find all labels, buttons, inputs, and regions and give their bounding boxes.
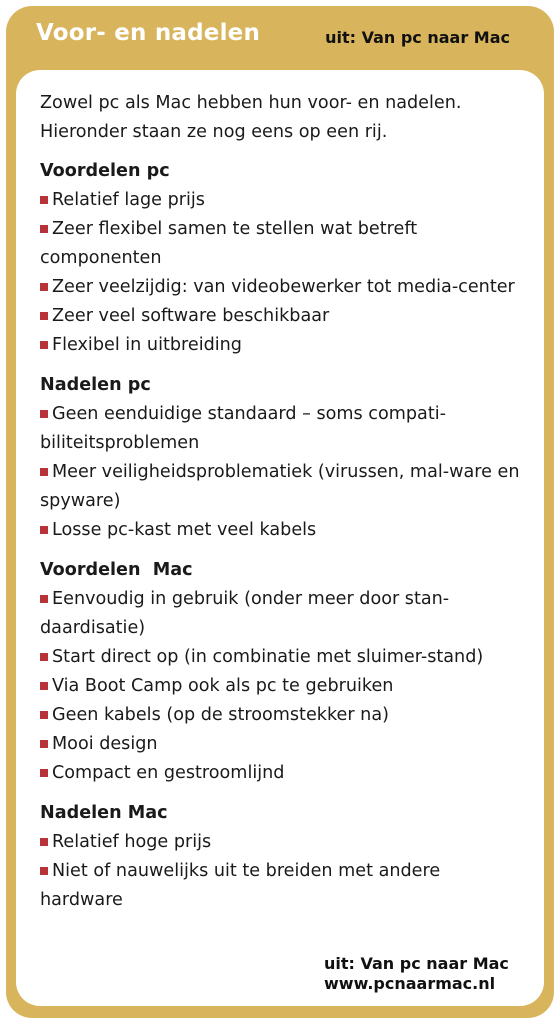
list-item: Relatief lage prijs	[40, 186, 528, 215]
list-item: Eenvoudig in gebruik (onder meer door stan-daardisatie)	[40, 589, 450, 638]
info-box	[6, 6, 554, 1018]
section-title: Nadelen Mac	[40, 803, 168, 823]
bullet-square-icon	[40, 196, 48, 204]
footer-source	[324, 954, 509, 994]
box-title: Voor- en nadelen	[36, 20, 261, 46]
list-item: Compact en gestroomlijnd	[40, 759, 528, 788]
bullet-square-icon	[40, 468, 48, 476]
list-item: Geen kabels (op de stroomstekker na)	[40, 701, 528, 730]
list-item: Niet of nauwelijks uit te breiden met andere hardware	[40, 861, 441, 910]
bullet-square-icon	[40, 526, 48, 534]
bullet-square-icon	[40, 838, 48, 846]
intro-text: Zowel pc als Mac hebben hun voor- en nadelen. Hieronder staan ze nog eens op een rij.	[40, 93, 462, 142]
list-item: Flexibel in uitbreiding	[40, 331, 528, 360]
bullet-square-icon	[40, 312, 48, 320]
list-item: Start direct op (in combinatie met sluimer-stand)	[40, 643, 528, 672]
list-item: Meer veiligheidsproblematiek (virussen, mal-ware en spyware)	[40, 462, 520, 511]
bullet-square-icon	[40, 410, 48, 418]
bullet-square-icon	[40, 653, 48, 661]
section-nadelen-mac	[40, 799, 528, 915]
bullet-square-icon	[40, 769, 48, 777]
bullet-list	[40, 828, 528, 915]
list-item: Via Boot Camp ook als pc te gebruiken	[40, 672, 528, 701]
bullet-square-icon	[40, 711, 48, 719]
section-title: Voordelen Mac	[40, 560, 193, 580]
box-header	[6, 6, 554, 68]
bullet-square-icon	[40, 867, 48, 875]
bullet-list	[40, 186, 528, 360]
bullet-square-icon	[40, 740, 48, 748]
section-voordelen-mac	[40, 556, 528, 788]
bullet-square-icon	[40, 341, 48, 349]
list-item: Zeer veelzijdig: van videobewerker tot media-center	[40, 273, 528, 302]
list-item: Losse pc-kast met veel kabels	[40, 516, 528, 545]
list-item: Relatief hoge prijs	[40, 828, 528, 857]
section-title: Voordelen pc	[40, 161, 170, 181]
header-source: uit: Van pc naar Mac	[325, 28, 510, 47]
bullet-square-icon	[40, 225, 48, 233]
bullet-square-icon	[40, 595, 48, 603]
bullet-list	[40, 400, 528, 545]
bullet-square-icon	[40, 283, 48, 291]
section-nadelen-pc	[40, 371, 528, 545]
content-panel	[16, 70, 544, 1006]
section-voordelen-pc	[40, 157, 528, 360]
list-item: Zeer veel software beschikbaar	[40, 302, 528, 331]
footer-source-text: uit: Van pc naar Mac	[324, 954, 509, 973]
bullet-square-icon	[40, 682, 48, 690]
bullet-list	[40, 585, 528, 788]
footer-url: www.pcnaarmac.nl	[324, 974, 496, 993]
list-item: Geen eenduidige standaard – soms compati-biliteitsproblemen	[40, 404, 446, 453]
list-item: Zeer flexibel samen te stellen wat betreft componenten	[40, 219, 418, 268]
section-title: Nadelen pc	[40, 375, 151, 395]
list-item: Mooi design	[40, 730, 528, 759]
